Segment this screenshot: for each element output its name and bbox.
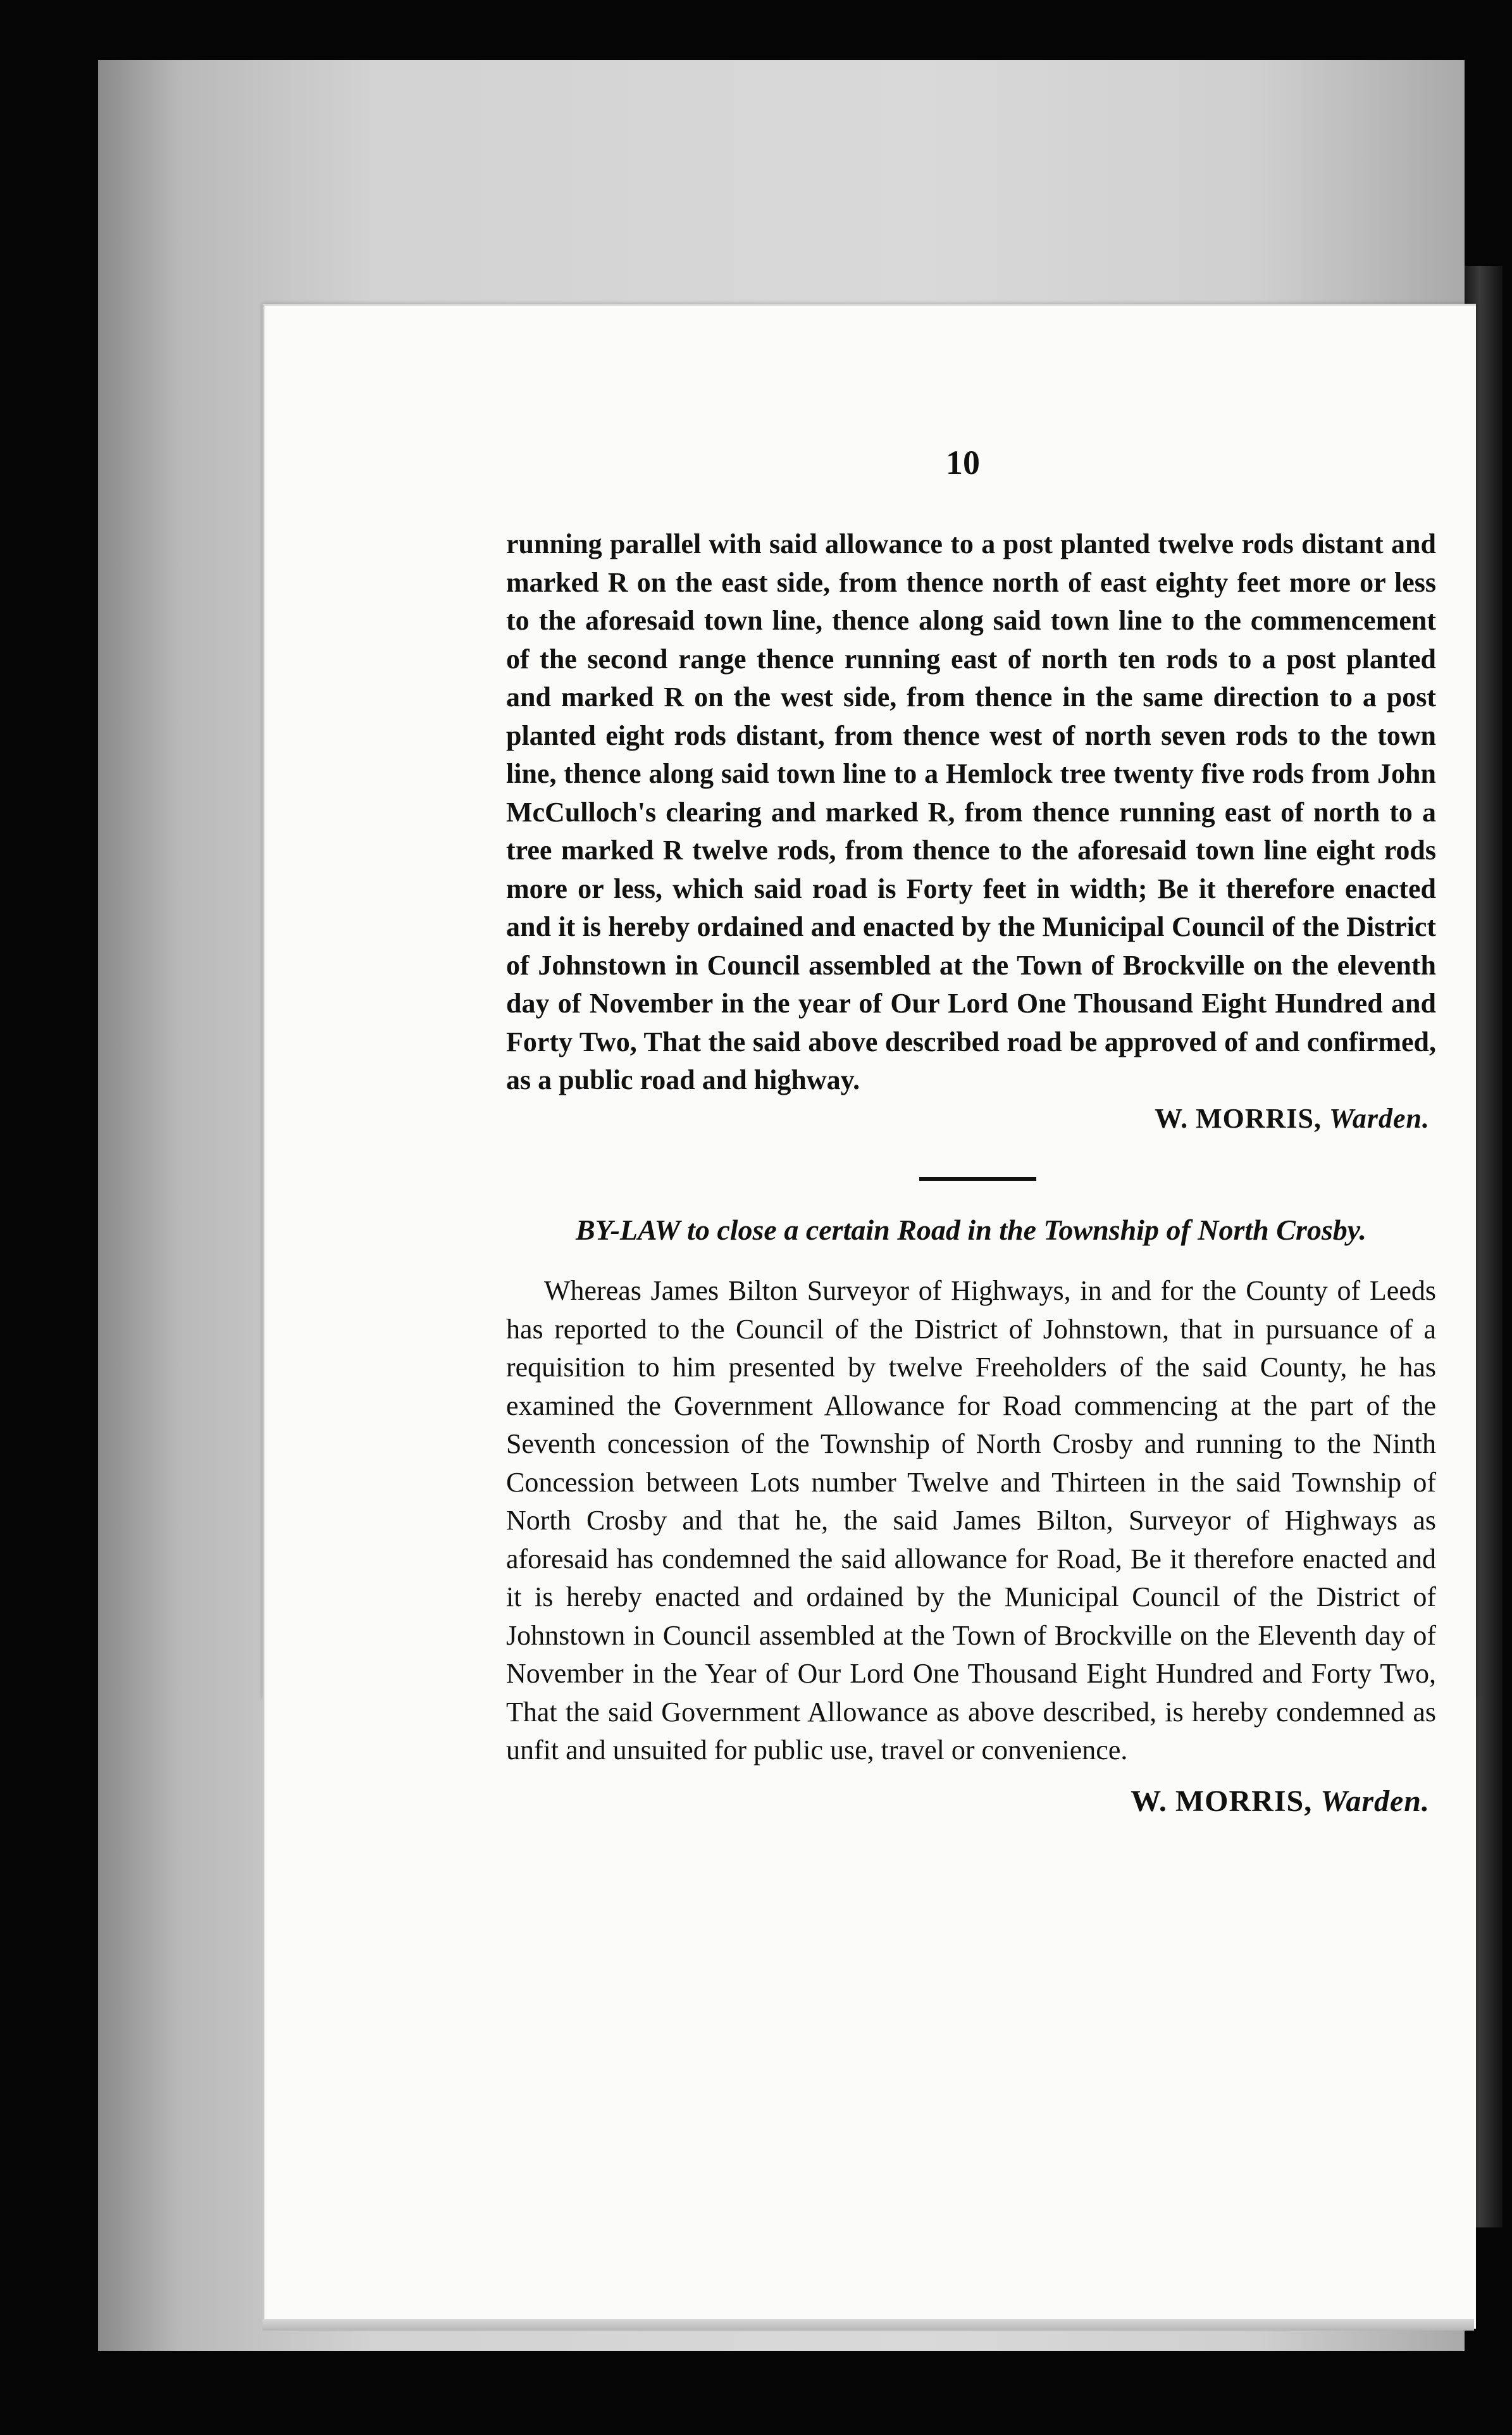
signatory-name: W. MORRIS, xyxy=(1155,1102,1322,1134)
leaf-edge xyxy=(263,2319,1474,2331)
signature-block-2 xyxy=(506,1783,1436,1821)
signatory-title: Warden. xyxy=(1329,1102,1430,1134)
page-content xyxy=(506,437,1436,1821)
signatory-title: Warden. xyxy=(1320,1784,1430,1818)
road-description-paragraph: running parallel with said allowance to a post planted twelve rods distant and marked R on the east side, from thence north of east eighty feet more or less to the aforesaid town line, thence along said town line to the commencement of the second range thence running east of north ten rods to a post planted and marked R on the west side, from thence in the same direction to a post planted eight rods distant, from thence west of north seven rods to the town line, thence along said town line to a Hemlock tree twenty five rods from John McCulloch's clearing and marked R, from thence running east of north to a tree marked R twelve rods, from thence to the aforesaid town line eight rods more or less, which said road is Forty feet in width; Be it therefore enacted and it is hereby ordained and enacted by the Municipal Council of the District of Johnstown in Council assembled at the Town of Brockville on the eleventh day of November in the year of Our Lord One Thousand Eight Hundred and Forty Two, That the said above described road be approved of and confirmed, as a public road and highway. xyxy=(506,528,1436,1095)
section-divider xyxy=(919,1177,1036,1181)
signature-block-1 xyxy=(506,1100,1436,1138)
bylaw-title: BY-LAW to close a certain Road in the Township of North Crosby. xyxy=(576,1214,1366,1246)
bylaw-body-paragraph: Whereas James Bilton Surveyor of Highways, in and for the County of Leeds has reported to the Council of the District of Johnstown, that in pursuance of a requisition to him presented by twelve Freeholders of the said County, he has examined the Government Allowance for Road commencing at the part of the Seventh concession of the Township of North Crosby and running to the Ninth Concession between Lots number Twelve and Thirteen in the said Township of North Crosby and that he, the said James Bilton, Surveyor of Highways as aforesaid has condemned the said allowance for Road, Be it therefore enacted and it is hereby enacted and ordained by the Municipal Council of the District of Johnstown in Council assembled at the Town of Brockville on the Eleventh day of November in the Year of Our Lord One Thousand Eight Hundred and Forty Two, That the said Government Allowance as above described, is hereby condemned as unfit and unsuited for public use, travel or convenience. xyxy=(506,1275,1436,1766)
signatory-name: W. MORRIS, xyxy=(1131,1784,1313,1818)
page-number: 10 xyxy=(946,444,980,482)
